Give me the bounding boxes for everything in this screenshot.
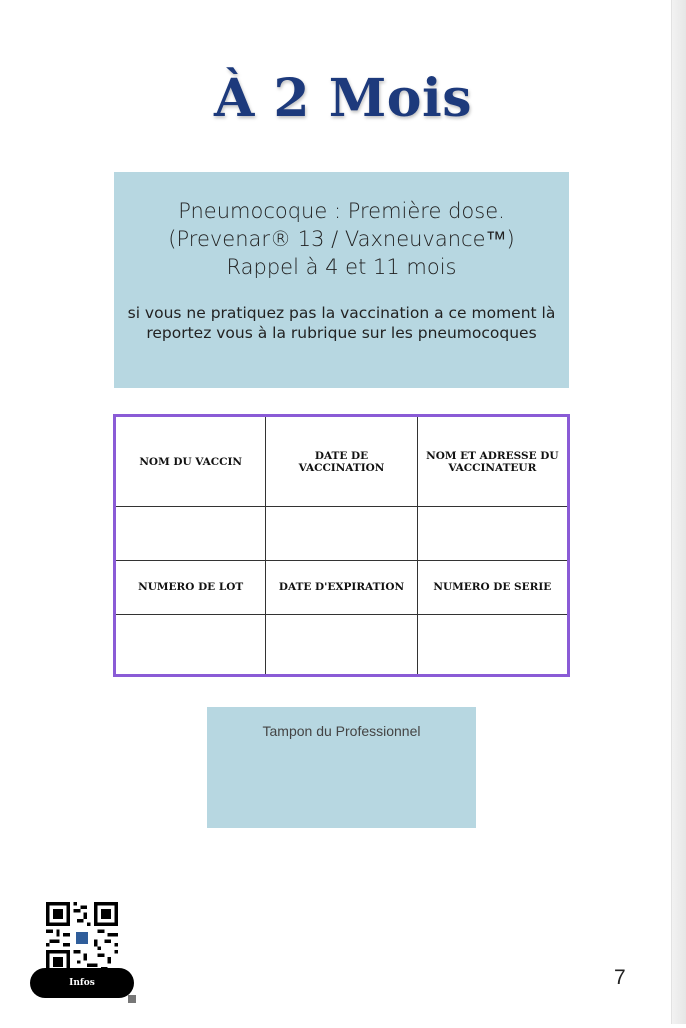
- professional-stamp-box: [207, 707, 476, 828]
- page-edge: [671, 0, 686, 1024]
- cell-lot-number[interactable]: [115, 615, 266, 676]
- info-line-vaccines: (Prevenar® 13 / Vaxneuvance™): [168, 227, 515, 251]
- header-expiration-date: DATE D'EXPIRATION: [266, 560, 417, 615]
- info-note: si vous ne pratiquez pas la vaccination a ce moment là reportez vous à la rubrique sur les pneumocoques: [127, 304, 556, 342]
- info-line-dose: Pneumocoque : Première dose.: [178, 199, 505, 223]
- vaccine-info-box: [114, 172, 569, 388]
- cell-expiration-date[interactable]: [266, 615, 417, 676]
- table-entry-row: [115, 615, 569, 676]
- table-entry-row: [115, 507, 569, 561]
- cell-serial-number[interactable]: [417, 615, 568, 676]
- qr-code-icon: [46, 902, 118, 974]
- cell-vaccination-date[interactable]: [266, 507, 417, 561]
- header-vaccinator: NOM ET ADRESSE DU VACCINATEUR: [417, 416, 568, 507]
- header-serial-number: NUMERO DE SERIE: [417, 560, 568, 615]
- info-line-booster: Rappel à 4 et 11 mois: [226, 255, 457, 279]
- header-vaccine-name: NOM DU VACCIN: [115, 416, 266, 507]
- page-title: À 2 Mois: [213, 68, 472, 129]
- table-header-row: [115, 416, 569, 507]
- vaccination-record-table: [113, 414, 570, 677]
- header-vaccination-date: DATE DE VACCINATION: [266, 416, 417, 507]
- cell-vaccine-name[interactable]: [115, 507, 266, 561]
- header-lot-number: NUMERO DE LOT: [115, 560, 266, 615]
- qr-badge-label: Infos Pneumocoques: [30, 968, 134, 998]
- qr-code-block[interactable]: [30, 898, 136, 1018]
- stamp-label: Tampon du Professionnel: [262, 723, 421, 739]
- page-number: 7: [614, 966, 626, 989]
- table-header-row: [115, 560, 569, 615]
- cell-vaccinator[interactable]: [417, 507, 568, 561]
- corner-mark: [128, 995, 136, 1003]
